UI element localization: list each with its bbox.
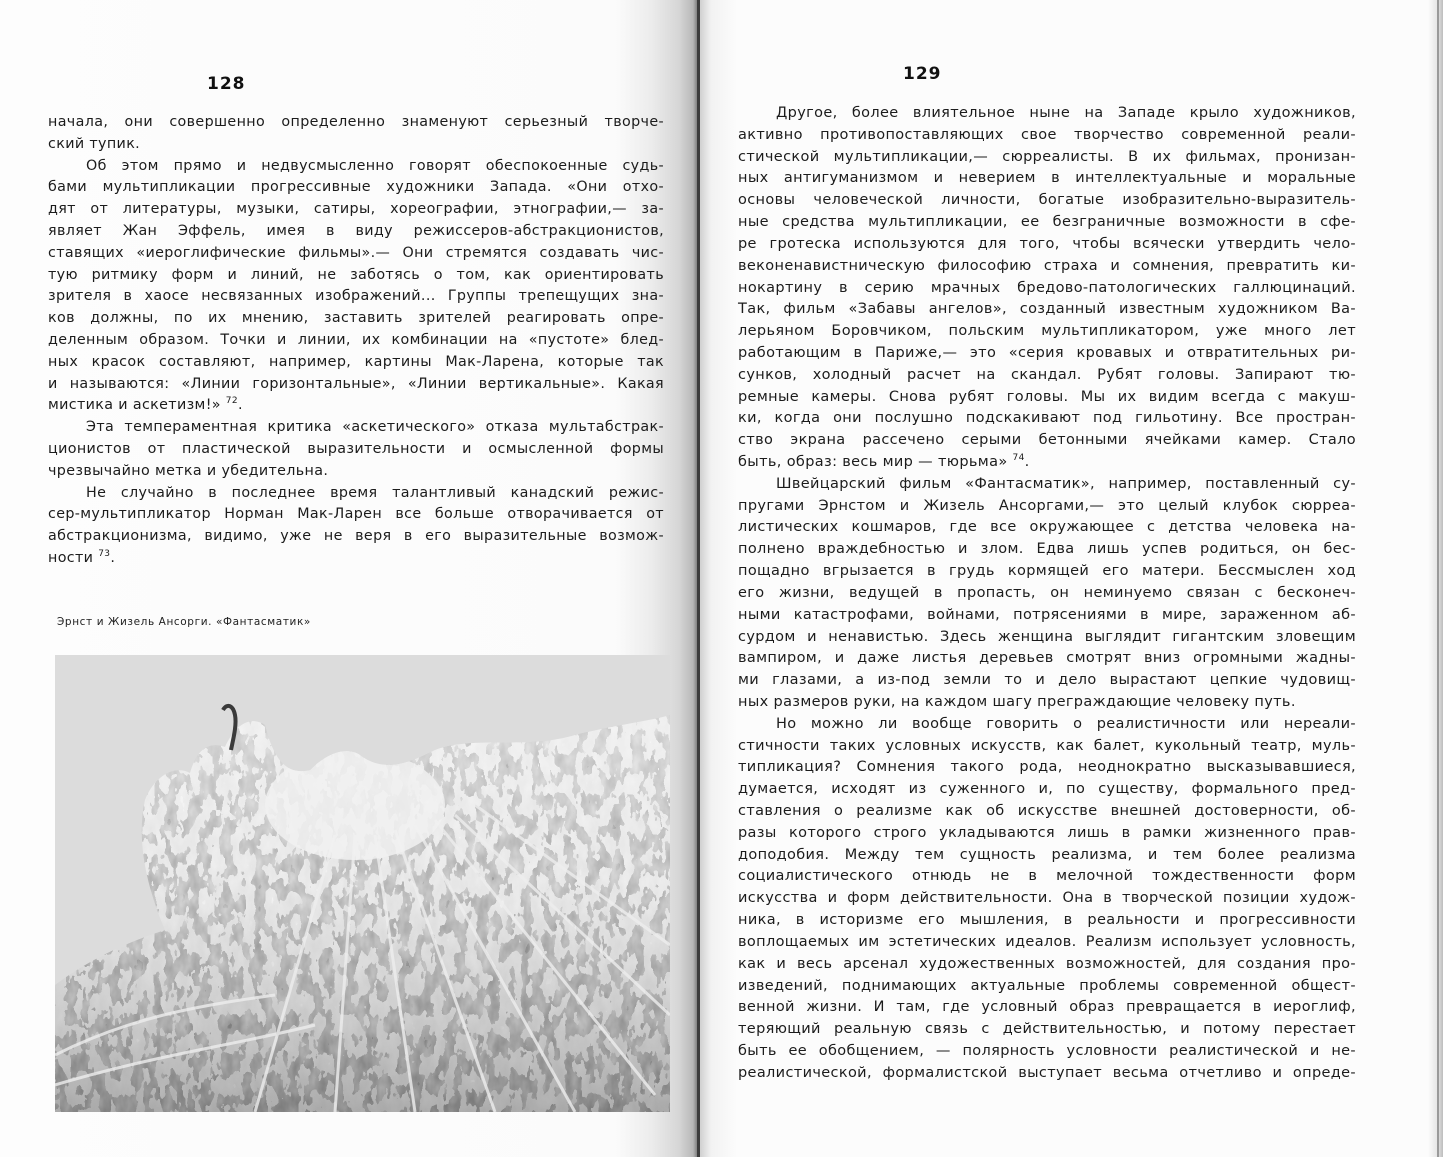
text-line: [738, 976, 1356, 998]
text-line: [738, 1019, 1356, 1041]
figure-caption: Эрнст и Жизель Ансорги. «Фантасматик»: [57, 616, 311, 628]
text-line: [48, 156, 664, 178]
text-line-content: Не случайно в последнее время талантливый канадский режис-: [86, 484, 664, 501]
text-line-content: его жизни, ведущей в пропасть, он неминуемо связан с бесконеч-: [738, 584, 1356, 601]
text-line-content: ных размеров руки, на каждом шагу преграждающие человеку путь.: [738, 693, 1296, 710]
text-line-content: чрезвычайно метка и убедительна.: [48, 462, 329, 479]
footnote-marker: 73: [98, 548, 111, 559]
text-line-content: разы которого строго укладываются лишь в рамки жизненного прав-: [738, 824, 1356, 841]
text-line-content: ставления о реализме как об искусстве внешней достоверности, об-: [738, 803, 1356, 819]
film-still-figure: [55, 655, 670, 1112]
text-line-content: думается, исходят из суженного и, по существу, формального пред-: [738, 781, 1356, 798]
text-line: [738, 299, 1356, 321]
right-page: [700, 0, 1443, 1157]
text-line: [738, 648, 1356, 670]
text-line-content: дят от литературы, музыки, сатиры, хореографии, этнографии,— за-: [48, 201, 664, 218]
text-line-content: венной жизни. И там, где условный образ превращается в иероглиф,: [738, 999, 1356, 1016]
text-line: [48, 221, 664, 243]
text-line: [738, 408, 1356, 430]
text-line-content: ставящих «иероглифические фильмы».— Они стремятся создавать чис-: [48, 244, 664, 261]
left-page: [0, 0, 700, 1157]
text-line-content: ми глазами, а из-под земли то и дело вырастают цепкие чудовищ-: [738, 672, 1356, 689]
text-line-content: теряющий реальную связь с действительностью, и потому перестает: [738, 1021, 1356, 1038]
text-line: [738, 343, 1356, 365]
text-line: [738, 736, 1356, 758]
text-line: [738, 845, 1356, 867]
text-line-content: Другое, более влиятельное ныне на Западе крыло художников,: [776, 105, 1356, 121]
text-line: [738, 125, 1356, 147]
text-line-content: пругами Эрнстом и Жизель Ансоргами,— это целый клубок сюррea-: [738, 497, 1356, 514]
footnote-trailing-punctuation: .: [1024, 454, 1030, 470]
text-line-content: тую ритмику форм и линий, не заботясь о том, как ориентировать: [48, 266, 664, 283]
text-line-content: быть, образ: весь мир — тюрьма»: [738, 454, 1013, 470]
text-line-content: бами мультипликации прогрессивные художники Запада. «Они отхо-: [48, 179, 664, 196]
text-line-content: активно противопоставляющих свое творчество современной реали-: [738, 126, 1356, 143]
book-spine-gutter: [697, 0, 700, 1157]
text-line: [738, 866, 1356, 888]
text-line: [48, 112, 664, 134]
text-line: [738, 474, 1356, 496]
text-line-content: быть ее обобщением, — полярность условности реалистической и не-: [738, 1042, 1356, 1059]
text-line-content: ных антигуманизмом и неверием в интеллектуальные и моральные: [738, 170, 1356, 187]
text-line-content: ре гротеска используются для того, чтобы всячески утвердить чело-: [738, 235, 1356, 252]
footnote-trailing-punctuation: .: [110, 549, 116, 566]
text-line: [48, 374, 664, 396]
text-line-content: пощадно вгрызается в грудь кормящей его матери. Бессмыслен ход: [738, 563, 1356, 580]
page-edge: [1437, 0, 1439, 1157]
footnote-marker: 72: [225, 396, 238, 407]
text-line-content: веконенавистническую философию страха и сомнения, превратить ки-: [738, 257, 1356, 274]
text-line: [48, 134, 664, 156]
text-line: [738, 583, 1356, 605]
text-line: [48, 526, 664, 548]
text-line: [738, 168, 1356, 190]
text-line: [738, 954, 1356, 976]
text-line-content: зрителя в хаосе несвязанных изображений... Группы трепещущих зна-: [48, 288, 664, 305]
text-line: [738, 539, 1356, 561]
text-line: [738, 212, 1356, 234]
text-line-content: сер-мультипликатор Норман Мак-Ларен все больше отворачивается от: [48, 506, 664, 523]
text-line: [738, 627, 1356, 649]
text-line: [48, 265, 664, 287]
film-still-image: [55, 655, 670, 1112]
text-line-content: мистика и аскетизм!»: [48, 397, 226, 414]
text-line: [48, 504, 664, 526]
text-line-content: сунков, холодный расчет на скандал. Рубят головы. Запирают тю-: [738, 366, 1356, 383]
text-line: [738, 1063, 1356, 1085]
text-line-content: Так, фильм «Забавы ангелов», созданный известным художником Ва-: [738, 301, 1356, 318]
text-line: [738, 692, 1356, 714]
text-line: [738, 147, 1356, 169]
text-line-content: ки, когда они послушно подскакивают под гильотину. Все простран-: [738, 410, 1356, 427]
text-line-content: ные средства мультипликации, ее безграничные возможности в сфе-: [738, 214, 1356, 231]
text-line-content: являет Жан Эффель, имея в виду режиссеров-абстракционистов,: [48, 222, 664, 239]
text-line: [738, 278, 1356, 300]
text-line-content: искусства и форм действительности. Она в творческой позиции худож-: [738, 890, 1356, 907]
text-line-content: стической мультипликации,— сюрреалисты. В их фильмах, пронизан-: [738, 148, 1356, 165]
text-line: [48, 308, 664, 330]
text-line: [738, 757, 1356, 779]
text-line: [48, 352, 664, 374]
text-line: [738, 997, 1356, 1019]
text-line-content: ский тупик.: [48, 135, 141, 152]
text-line-content: Эта темпераментная критика «аскетического» отказа мультабстрак-: [86, 419, 664, 436]
text-line: [738, 888, 1356, 910]
text-line-content: начала, они совершенно определенно знаменуют серьезный творче-: [48, 114, 664, 130]
text-line-content: листических кошмаров, где все окружающее с детства человека на-: [738, 519, 1356, 536]
text-line-content: ство экрана рассечено серыми бетонными ячейками камер. Стало: [738, 432, 1356, 449]
page-number-right: 129: [903, 64, 942, 84]
left-page-body-text: [48, 112, 664, 570]
text-line-content: ными катастрофами, войнами, потрясениями в мире, зараженном аб-: [738, 606, 1356, 623]
text-line-content: вампиром, и даже листья деревьев смотрят вниз огромными жадны-: [738, 650, 1356, 667]
text-line: [738, 496, 1356, 518]
text-line-content: ности: [48, 549, 99, 566]
text-line-content: Но можно ли вообще говорить о реалистичности или нереали-: [776, 715, 1356, 732]
text-line-content: ционистов от пластической выразительности и осмысленной формы: [48, 440, 664, 457]
text-line-content: абстракционизма, видимо, уже не веря в его выразительные возмож-: [48, 528, 664, 545]
text-line-content: основы человеческой личности, богатые изобразительно-выразитель-: [738, 192, 1356, 209]
text-line-content: Об этом прямо и недвусмысленно говорят обеспокоенные судь-: [86, 157, 664, 174]
text-line: [48, 177, 664, 199]
text-line: [48, 548, 664, 570]
text-line-content: лерьяном Боровчиком, польским мультипликатором, уже много лет: [738, 323, 1356, 340]
text-line: [48, 243, 664, 265]
text-line-content: типликация? Сомнения такого рода, неоднократно высказывавшиеся,: [738, 759, 1356, 776]
text-line: [738, 387, 1356, 409]
text-line-content: социалистического отнюдь не в мелочной тождественности форм: [738, 868, 1356, 885]
text-line-content: работающим в Париже,— это «серия кровавых и отвратительных ри-: [738, 344, 1356, 361]
text-line: [738, 605, 1356, 627]
text-line-content: сурдом и ненавистью. Здесь женщина выглядит гигантским зловещим: [738, 628, 1356, 645]
text-line: [738, 1041, 1356, 1063]
footnote-marker: 74: [1012, 453, 1025, 463]
text-line: [48, 461, 664, 483]
text-line-content: ремные камеры. Снова рубят головы. Мы их видим всегда с макуш-: [738, 388, 1356, 405]
text-line: [738, 103, 1356, 125]
text-line: [738, 190, 1356, 212]
text-line-content: ника, в историзме его мышления, в реальности и прогрессивности: [738, 912, 1356, 929]
text-line-content: ных красок составляют, например, картины Мак-Ларена, которые так: [48, 353, 664, 370]
text-line-content: изведений, поднимающих актуальные проблемы современной общест-: [738, 977, 1356, 994]
text-line: [738, 714, 1356, 736]
text-line-content: как и весь арсенал художественных возможностей, для создания про-: [738, 955, 1356, 972]
text-line: [738, 234, 1356, 256]
text-line: [738, 365, 1356, 387]
text-line: [48, 199, 664, 221]
text-line: [738, 452, 1356, 474]
text-line: [738, 321, 1356, 343]
text-line-content: воплощаемых им эстетических идеалов. Реализм использует условность,: [738, 933, 1356, 950]
text-line-content: и называются: «Линии горизонтальные», «Линии вертикальные». Какая: [48, 375, 664, 392]
text-line: [48, 395, 664, 417]
text-line: [48, 439, 664, 461]
text-line: [48, 286, 664, 308]
text-line-content: реалистической, формалистской выступает весьма отчетливо и опреде-: [738, 1064, 1356, 1081]
text-line: [48, 483, 664, 505]
text-line: [738, 256, 1356, 278]
text-line-content: Швейцарский фильм «Фантасматик», например, поставленный су-: [776, 475, 1356, 492]
text-line: [738, 517, 1356, 539]
text-line-content: доподобия. Между тем сущность реализма, и тем более реализма: [738, 846, 1356, 863]
text-line: [738, 823, 1356, 845]
text-line-content: полнено враждебностью и злом. Едва лишь успев родиться, он бес-: [738, 541, 1356, 558]
page-number-left: 128: [207, 74, 246, 94]
text-line-content: нокартину в серию мрачных бредово-патологических галлюцинаций.: [738, 279, 1356, 296]
text-line: [738, 801, 1356, 823]
text-line: [738, 561, 1356, 583]
text-line-content: деленным образом. Точки и линии, их комбинации на «пустоте» блед-: [48, 331, 664, 348]
footnote-trailing-punctuation: .: [237, 397, 243, 414]
text-line: [738, 910, 1356, 932]
right-page-body-text: [738, 103, 1356, 1085]
text-line: [738, 779, 1356, 801]
text-line-content: стичности таких условных искусств, как балет, кукольный театр, муль-: [738, 737, 1356, 754]
text-line: [48, 330, 664, 352]
text-line: [738, 932, 1356, 954]
text-line: [738, 430, 1356, 452]
text-line-content: ков должны, по их мнению, заставить зрителей реагировать опре-: [48, 310, 664, 327]
text-line: [48, 417, 664, 439]
text-line: [738, 670, 1356, 692]
